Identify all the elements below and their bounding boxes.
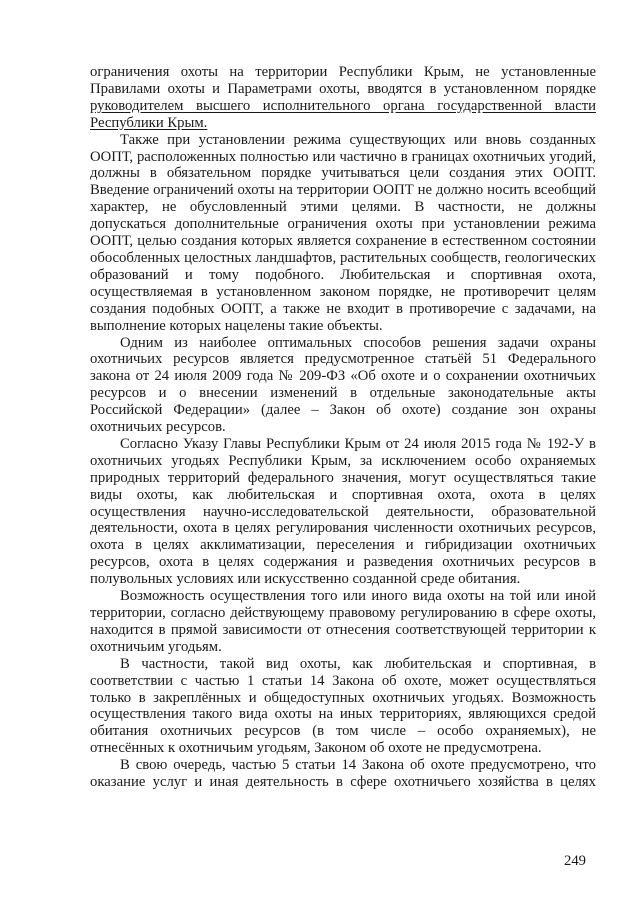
paragraph-1 [90, 64, 596, 115]
paragraph-5: Возможность осуществления того или иного вида охоты на той или иной территории, согласно действующему правовому регулированию в сфере охоты, находится в прямой зависимости от отнесения соответствующей территории к охотничьим угодьям. [90, 588, 596, 655]
text-line: ограничения охоты на территории Республики Крым, не установленные [90, 64, 596, 80]
paragraph-1-end [90, 115, 596, 132]
paragraph-3: Одним из наиболее оптимальных способов решения задачи охраны охотничьих ресурсов является предусмотренное статьёй 51 Федерального закона от 24 июля 2009 года № 209-ФЗ «Об охоте и о сохранении охотничьих ресурсов и о внесении изменений в отдельные законодательные акты Российской Федерации» (далее – Закон об охоте) создание зон охраны охотничьих ресурсов. [90, 334, 596, 436]
underlined-text-line: руководителем высшего исполнительного органа государственной власти [90, 97, 596, 114]
paragraph-4: Согласно Указу Главы Республики Крым от 24 июля 2015 года № 192-У в охотничьих угодьях Республики Крым, за исключением особо охраняемых природных территорий федерального значения, могут осуществляться такие виды охоты, как любительская и спортивная охота, охота в целях осуществления научно-исследовательской деятельности, образовательной деятельности, охота в целях регулирования численности охотничьих ресурсов, охота в целях акклиматизации, переселения и гибридизации охотничьих ресурсов, охота в целях содержания и разведения охотничьих ресурсов в полувольных условиях или искусственно созданной среде обитания. [90, 435, 596, 588]
paragraph-2: Также при установлении режима существующих или вновь созданных ООПТ, расположенных полностью или частично в границах охотничьих угодий, должны в обязательном порядке учитываться цели создания этих ООПТ. Введение ограничений охоты на территории ООПТ не должно носить всеобщий характер, не обусловленный этими целями. В частности, не должны допускаться дополнительные ограничения охоты при установлении режима ООПТ, целью создания которых является сохранение в естественном состоянии обособленных целостных ландшафтов, растительных сообществ, геологических образований и тому подобного. Любительская и спортивная охота, осуществляемая в установленном законом порядке, не противоречит целям создания подобных ООПТ, а также не входит в противоречие с задачами, на выполнение которых нацелены такие объекты. [90, 131, 596, 334]
document-body [90, 64, 596, 791]
text-line: Правилами охоты и Параметрами охоты, вводятся в установленном порядке [90, 80, 596, 97]
underlined-text-line: Республики Крым. [90, 114, 208, 131]
paragraph-7: В свою очередь, частью 5 статьи 14 Закона об охоте предусмотрено, что оказание услуг и иная деятельность в сфере охотничьего хозяйства в целях [90, 757, 596, 791]
page-number: 249 [563, 853, 586, 869]
paragraph-6: В частности, такой вид охоты, как любительская и спортивная, в соответствии с частью 1 статьи 14 Закона об охоте, может осуществляться только в закреплённых и общедоступных охотничьих угодьях. Возможность осуществления такого вида охоты на иных территориях, являющихся средой обитания охотничьих ресурсов (в том числе – особо охраняемых), не отнесённых к охотничьим угодьям, Законом об охоте не предусмотрена. [90, 655, 596, 757]
